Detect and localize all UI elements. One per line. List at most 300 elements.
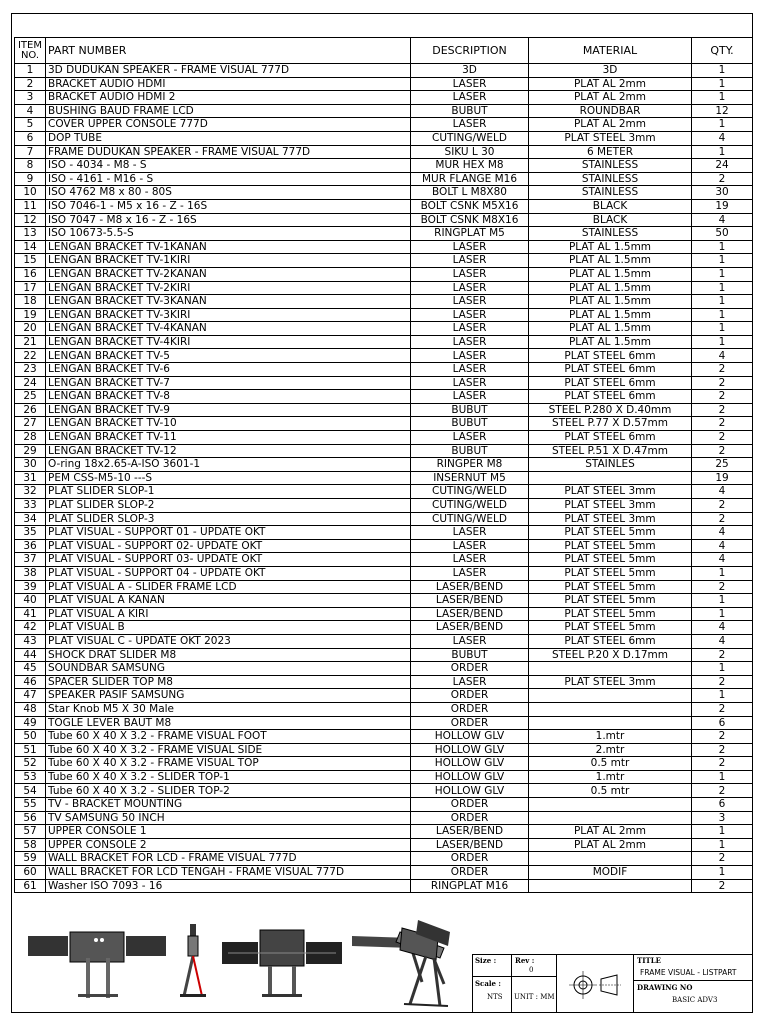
cell-material: BLACK	[529, 213, 692, 227]
cell-item-no: 48	[15, 702, 46, 716]
cell-material: PLAT AL 2mm	[529, 91, 692, 105]
cell-qty: 4	[692, 526, 753, 540]
cell-part-number: PEM CSS-M5-10 ---S	[46, 471, 411, 485]
table-row	[15, 702, 753, 716]
cell-material: PLAT AL 2mm	[529, 838, 692, 852]
cell-item-no: 53	[15, 770, 46, 784]
cell-material: PLAT STEEL 6mm	[529, 363, 692, 377]
cell-material: PLAT STEEL 5mm	[529, 553, 692, 567]
table-row	[15, 648, 753, 662]
cell-description: ORDER	[411, 852, 529, 866]
cell-description: CUTING/WELD	[411, 485, 529, 499]
cell-material: PLAT STEEL 5mm	[529, 594, 692, 608]
cell-material: STEEL P.280 X D.40mm	[529, 403, 692, 417]
cell-item-no: 43	[15, 634, 46, 648]
cell-item-no: 31	[15, 471, 46, 485]
cell-description: BUBUT	[411, 403, 529, 417]
table-row	[15, 322, 753, 336]
cell-qty: 1	[692, 254, 753, 268]
cell-description: LASER	[411, 91, 529, 105]
cell-part-number: 3D DUDUKAN SPEAKER - FRAME VISUAL 777D	[46, 64, 411, 78]
cell-item-no: 61	[15, 879, 46, 893]
cell-part-number: LENGAN BRACKET TV-3KIRI	[46, 308, 411, 322]
table-row	[15, 689, 753, 703]
cell-part-number: SPEAKER PASIF SAMSUNG	[46, 689, 411, 703]
cell-material: 1.mtr	[529, 730, 692, 744]
table-row	[15, 213, 753, 227]
cell-part-number: PLAT VISUAL - SUPPORT 01 - UPDATE OKT	[46, 526, 411, 540]
cell-item-no: 35	[15, 526, 46, 540]
cell-material	[529, 879, 692, 893]
cell-part-number: WALL BRACKET FOR LCD TENGAH - FRAME VISUAL 777D	[46, 866, 411, 880]
table-row	[15, 784, 753, 798]
cell-qty: 1	[692, 267, 753, 281]
cell-material: PLAT STEEL 5mm	[529, 539, 692, 553]
cell-item-no: 20	[15, 322, 46, 336]
cell-item-no: 32	[15, 485, 46, 499]
cell-material	[529, 702, 692, 716]
cell-qty: 1	[692, 825, 753, 839]
cell-qty: 2	[692, 852, 753, 866]
cell-part-number: FRAME DUDUKAN SPEAKER - FRAME VISUAL 777D	[46, 145, 411, 159]
scale-cell	[472, 976, 512, 1013]
header-item-no: ITEM NO.	[15, 38, 46, 64]
cell-material: PLAT STEEL 6mm	[529, 431, 692, 445]
cell-material	[529, 662, 692, 676]
cell-material: PLAT STEEL 6mm	[529, 390, 692, 404]
cell-description: CUTING/WELD	[411, 512, 529, 526]
cell-qty: 4	[692, 485, 753, 499]
cell-item-no: 27	[15, 417, 46, 431]
cell-part-number: LENGAN BRACKET TV-2KANAN	[46, 267, 411, 281]
cell-part-number: DOP TUBE	[46, 131, 411, 145]
table-row	[15, 621, 753, 635]
cell-item-no: 24	[15, 376, 46, 390]
cell-qty: 2	[692, 580, 753, 594]
cell-material: PLAT AL 1.5mm	[529, 308, 692, 322]
cell-qty: 25	[692, 458, 753, 472]
cell-part-number: Tube 60 X 40 X 3.2 - SLIDER TOP-1	[46, 770, 411, 784]
cell-item-no: 26	[15, 403, 46, 417]
cell-material	[529, 716, 692, 730]
cell-description: LASER	[411, 281, 529, 295]
cell-description: LASER	[411, 634, 529, 648]
cell-description: BOLT CSNK M5X16	[411, 199, 529, 213]
table-row	[15, 757, 753, 771]
cell-material: PLAT AL 1.5mm	[529, 267, 692, 281]
cell-qty: 1	[692, 308, 753, 322]
projection-cell	[556, 954, 634, 1013]
cell-qty: 2	[692, 743, 753, 757]
cell-description: BUBUT	[411, 444, 529, 458]
cell-item-no: 25	[15, 390, 46, 404]
table-row	[15, 553, 753, 567]
cell-qty: 1	[692, 594, 753, 608]
cell-material: BLACK	[529, 199, 692, 213]
cell-material: STAINLESS	[529, 186, 692, 200]
cell-part-number: LENGAN BRACKET TV-4KIRI	[46, 335, 411, 349]
table-row	[15, 811, 753, 825]
cell-part-number: ISO 4762 M8 x 80 - 80S	[46, 186, 411, 200]
cell-item-no: 52	[15, 757, 46, 771]
cell-description: CUTING/WELD	[411, 131, 529, 145]
cell-item-no: 19	[15, 308, 46, 322]
cell-item-no: 4	[15, 104, 46, 118]
cell-description: RINGPLAT M5	[411, 227, 529, 241]
cell-description: LASER	[411, 376, 529, 390]
cell-material: 0.5 mtr	[529, 757, 692, 771]
header-part-number: PART NUMBER	[46, 38, 411, 64]
cell-material: STAINLESS	[529, 227, 692, 241]
cell-part-number: ISO - 4161 - M16 - S	[46, 172, 411, 186]
cell-qty: 19	[692, 471, 753, 485]
cell-part-number: Washer ISO 7093 - 16	[46, 879, 411, 893]
cell-part-number: BRACKET AUDIO HDMI 2	[46, 91, 411, 105]
cell-qty: 1	[692, 281, 753, 295]
cell-qty: 4	[692, 553, 753, 567]
table-row	[15, 580, 753, 594]
cell-description: RINGPER M8	[411, 458, 529, 472]
title-label: TITLE	[637, 956, 661, 965]
cell-qty: 4	[692, 213, 753, 227]
cell-description: LASER	[411, 335, 529, 349]
cell-part-number: Tube 60 X 40 X 3.2 - FRAME VISUAL TOP	[46, 757, 411, 771]
cell-qty: 1	[692, 566, 753, 580]
cell-qty: 1	[692, 64, 753, 78]
cell-qty: 1	[692, 335, 753, 349]
cell-material: STAINLESS	[529, 172, 692, 186]
cell-part-number: PLAT VISUAL - SUPPORT 03- UPDATE OKT	[46, 553, 411, 567]
cell-description: LASER	[411, 363, 529, 377]
cell-part-number: PLAT VISUAL B	[46, 621, 411, 635]
cell-material: PLAT STEEL 3mm	[529, 499, 692, 513]
cell-qty: 2	[692, 675, 753, 689]
cell-description: LASER	[411, 240, 529, 254]
cell-part-number: LENGAN BRACKET TV-3KANAN	[46, 295, 411, 309]
cell-item-no: 51	[15, 743, 46, 757]
cell-description: BUBUT	[411, 417, 529, 431]
table-row	[15, 376, 753, 390]
title-cell	[633, 954, 753, 981]
cell-item-no: 42	[15, 621, 46, 635]
cell-part-number: LENGAN BRACKET TV-5	[46, 349, 411, 363]
cell-material	[529, 811, 692, 825]
cell-qty: 1	[692, 838, 753, 852]
cell-part-number: LENGAN BRACKET TV-12	[46, 444, 411, 458]
cell-qty: 2	[692, 376, 753, 390]
cell-description: BUBUT	[411, 648, 529, 662]
cell-item-no: 28	[15, 431, 46, 445]
cell-qty: 1	[692, 770, 753, 784]
cell-qty: 2	[692, 648, 753, 662]
table-row	[15, 798, 753, 812]
cell-description: LASER	[411, 431, 529, 445]
third-angle-projection-icon	[557, 955, 633, 1012]
table-row	[15, 431, 753, 445]
cell-description: ORDER	[411, 811, 529, 825]
table-row	[15, 866, 753, 880]
cell-description: MUR FLANGE M16	[411, 172, 529, 186]
cell-qty: 24	[692, 159, 753, 173]
cell-part-number: TV - BRACKET MOUNTING	[46, 798, 411, 812]
cell-item-no: 15	[15, 254, 46, 268]
cell-material: PLAT AL 1.5mm	[529, 281, 692, 295]
frame-visual-back-view	[222, 926, 342, 1000]
table-row	[15, 838, 753, 852]
cell-part-number: TV SAMSUNG 50 INCH	[46, 811, 411, 825]
cell-material: PLAT AL 1.5mm	[529, 322, 692, 336]
cell-qty: 30	[692, 186, 753, 200]
cell-material: PLAT AL 1.5mm	[529, 254, 692, 268]
drawing-no-label: DRAWING NO	[637, 983, 693, 992]
cell-description: RINGPLAT M16	[411, 879, 529, 893]
cell-description: ORDER	[411, 702, 529, 716]
table-row	[15, 64, 753, 78]
cell-item-no: 49	[15, 716, 46, 730]
cell-item-no: 16	[15, 267, 46, 281]
cell-item-no: 29	[15, 444, 46, 458]
cell-qty: 2	[692, 784, 753, 798]
cell-item-no: 47	[15, 689, 46, 703]
cell-qty: 2	[692, 431, 753, 445]
cell-item-no: 23	[15, 363, 46, 377]
table-row	[15, 662, 753, 676]
cell-item-no: 6	[15, 131, 46, 145]
cell-qty: 1	[692, 240, 753, 254]
cell-material: PLAT STEEL 5mm	[529, 607, 692, 621]
cell-part-number: TOGLE LEVER BAUT M8	[46, 716, 411, 730]
cell-qty: 1	[692, 662, 753, 676]
cell-description: LASER	[411, 349, 529, 363]
table-row	[15, 186, 753, 200]
cell-part-number: Tube 60 X 40 X 3.2 - FRAME VISUAL FOOT	[46, 730, 411, 744]
cell-qty: 1	[692, 295, 753, 309]
cell-part-number: Tube 60 X 40 X 3.2 - FRAME VISUAL SIDE	[46, 743, 411, 757]
cell-item-no: 30	[15, 458, 46, 472]
cell-part-number: PLAT VISUAL A KIRI	[46, 607, 411, 621]
cell-material	[529, 798, 692, 812]
table-row	[15, 499, 753, 513]
title-value: FRAME VISUAL - LISTPART	[640, 968, 737, 977]
header-qty: QTY.	[692, 38, 753, 64]
cell-material: STEEL P.20 X D.17mm	[529, 648, 692, 662]
cell-qty: 2	[692, 390, 753, 404]
table-row	[15, 458, 753, 472]
cell-qty: 2	[692, 172, 753, 186]
cell-qty: 2	[692, 363, 753, 377]
cell-description: LASER	[411, 390, 529, 404]
cell-part-number: Tube 60 X 40 X 3.2 - SLIDER TOP-2	[46, 784, 411, 798]
table-row	[15, 131, 753, 145]
cell-qty: 1	[692, 322, 753, 336]
cell-part-number: LENGAN BRACKET TV-8	[46, 390, 411, 404]
table-row	[15, 254, 753, 268]
table-row	[15, 199, 753, 213]
cell-description: HOLLOW GLV	[411, 730, 529, 744]
cell-description: BOLT CSNK M8X16	[411, 213, 529, 227]
size-cell	[472, 954, 512, 977]
table-body	[15, 64, 753, 893]
cell-part-number: PLAT VISUAL A - SLIDER FRAME LCD	[46, 580, 411, 594]
cell-description: INSERNUT M5	[411, 471, 529, 485]
cell-item-no: 40	[15, 594, 46, 608]
drawing-no-value: BASIC ADV3	[672, 996, 718, 1004]
cell-item-no: 5	[15, 118, 46, 132]
cell-material	[529, 471, 692, 485]
cell-item-no: 1	[15, 64, 46, 78]
cell-part-number: PLAT VISUAL A KANAN	[46, 594, 411, 608]
cell-description: ORDER	[411, 798, 529, 812]
table-row	[15, 335, 753, 349]
cell-qty: 50	[692, 227, 753, 241]
cell-part-number: LENGAN BRACKET TV-9	[46, 403, 411, 417]
table-row	[15, 349, 753, 363]
cell-qty: 2	[692, 730, 753, 744]
cell-material: PLAT AL 2mm	[529, 77, 692, 91]
cell-item-no: 33	[15, 499, 46, 513]
cell-item-no: 56	[15, 811, 46, 825]
cell-qty: 2	[692, 403, 753, 417]
cell-description: LASER	[411, 77, 529, 91]
table-row	[15, 539, 753, 553]
cell-item-no: 8	[15, 159, 46, 173]
cell-material: PLAT STEEL 6mm	[529, 376, 692, 390]
cell-description: MUR HEX M8	[411, 159, 529, 173]
cell-material: 0.5 mtr	[529, 784, 692, 798]
cell-description: BUBUT	[411, 104, 529, 118]
cell-qty: 4	[692, 634, 753, 648]
cell-part-number: LENGAN BRACKET TV-2KIRI	[46, 281, 411, 295]
cell-item-no: 14	[15, 240, 46, 254]
cell-material: 1.mtr	[529, 770, 692, 784]
table-row	[15, 512, 753, 526]
cell-description: ORDER	[411, 662, 529, 676]
cell-item-no: 37	[15, 553, 46, 567]
cell-item-no: 46	[15, 675, 46, 689]
cell-material: STAINLESS	[529, 159, 692, 173]
table-row	[15, 240, 753, 254]
cell-description: LASER	[411, 553, 529, 567]
table-row	[15, 675, 753, 689]
cell-material	[529, 852, 692, 866]
cell-item-no: 11	[15, 199, 46, 213]
cell-part-number: LENGAN BRACKET TV-10	[46, 417, 411, 431]
cell-item-no: 10	[15, 186, 46, 200]
cell-item-no: 36	[15, 539, 46, 553]
table-row	[15, 485, 753, 499]
table-row	[15, 308, 753, 322]
cell-part-number: PLAT VISUAL - SUPPORT 04 - UPDATE OKT	[46, 566, 411, 580]
cell-description: LASER	[411, 308, 529, 322]
cell-description: LASER/BEND	[411, 825, 529, 839]
cell-qty: 6	[692, 798, 753, 812]
cell-part-number: LENGAN BRACKET TV-1KIRI	[46, 254, 411, 268]
cell-qty: 2	[692, 512, 753, 526]
cell-description: HOLLOW GLV	[411, 784, 529, 798]
cell-part-number: LENGAN BRACKET TV-1KANAN	[46, 240, 411, 254]
cell-material: STEEL P.77 X D.57mm	[529, 417, 692, 431]
cell-item-no: 7	[15, 145, 46, 159]
cell-description: 3D	[411, 64, 529, 78]
table-row	[15, 770, 753, 784]
cell-description: LASER	[411, 526, 529, 540]
cell-item-no: 2	[15, 77, 46, 91]
cell-material: 6 METER	[529, 145, 692, 159]
table-row	[15, 227, 753, 241]
drawing-no-cell	[633, 980, 753, 1013]
rev-label: Rev :	[515, 956, 535, 965]
table-row	[15, 526, 753, 540]
cell-description: SIKU L 30	[411, 145, 529, 159]
table-row	[15, 267, 753, 281]
header-material: MATERIAL	[529, 38, 692, 64]
table-row	[15, 91, 753, 105]
cell-material	[529, 689, 692, 703]
cell-part-number: PLAT VISUAL C - UPDATE OKT 2023	[46, 634, 411, 648]
scale-value: NTS	[487, 993, 503, 1001]
cell-material: ROUNDBAR	[529, 104, 692, 118]
table-row	[15, 363, 753, 377]
cell-qty: 4	[692, 131, 753, 145]
cell-description: LASER/BEND	[411, 594, 529, 608]
cell-material: PLAT STEEL 3mm	[529, 512, 692, 526]
bill-of-materials	[14, 37, 753, 893]
unit-value: UNIT : MM	[514, 993, 555, 1001]
cell-part-number: UPPER CONSOLE 2	[46, 838, 411, 852]
cell-item-no: 38	[15, 566, 46, 580]
cell-qty: 1	[692, 91, 753, 105]
cell-part-number: PLAT VISUAL - SUPPORT 02- UPDATE OKT	[46, 539, 411, 553]
cell-part-number: SHOCK DRAT SLIDER M8	[46, 648, 411, 662]
cell-item-no: 58	[15, 838, 46, 852]
cell-qty: 1	[692, 118, 753, 132]
cell-material: MODIF	[529, 866, 692, 880]
cell-qty: 6	[692, 716, 753, 730]
cell-description: LASER	[411, 254, 529, 268]
cell-material: PLAT STEEL 5mm	[529, 566, 692, 580]
table-row	[15, 172, 753, 186]
cell-part-number: SOUNDBAR SAMSUNG	[46, 662, 411, 676]
cell-item-no: 9	[15, 172, 46, 186]
cell-qty: 1	[692, 145, 753, 159]
cell-qty: 2	[692, 879, 753, 893]
cell-description: LASER	[411, 322, 529, 336]
cell-description: LASER/BEND	[411, 580, 529, 594]
cell-item-no: 21	[15, 335, 46, 349]
cell-description: LASER	[411, 295, 529, 309]
cell-part-number: Star Knob M5 X 30 Male	[46, 702, 411, 716]
cell-part-number: BRACKET AUDIO HDMI	[46, 77, 411, 91]
cell-part-number: ISO 10673-5.5-S	[46, 227, 411, 241]
cell-qty: 1	[692, 607, 753, 621]
cell-item-no: 44	[15, 648, 46, 662]
table-row	[15, 159, 753, 173]
cell-part-number: LENGAN BRACKET TV-6	[46, 363, 411, 377]
cell-material: PLAT STEEL 3mm	[529, 485, 692, 499]
frame-visual-isometric-view	[396, 920, 472, 1010]
cell-material: PLAT AL 1.5mm	[529, 335, 692, 349]
table-row	[15, 145, 753, 159]
cell-description: BOLT L M8X80	[411, 186, 529, 200]
table-row	[15, 390, 753, 404]
cell-material: STAINLES	[529, 458, 692, 472]
table-row	[15, 594, 753, 608]
cell-material: PLAT STEEL 5mm	[529, 621, 692, 635]
cell-description: ORDER	[411, 866, 529, 880]
cell-item-no: 39	[15, 580, 46, 594]
header-description: DESCRIPTION	[411, 38, 529, 64]
cell-qty: 2	[692, 499, 753, 513]
